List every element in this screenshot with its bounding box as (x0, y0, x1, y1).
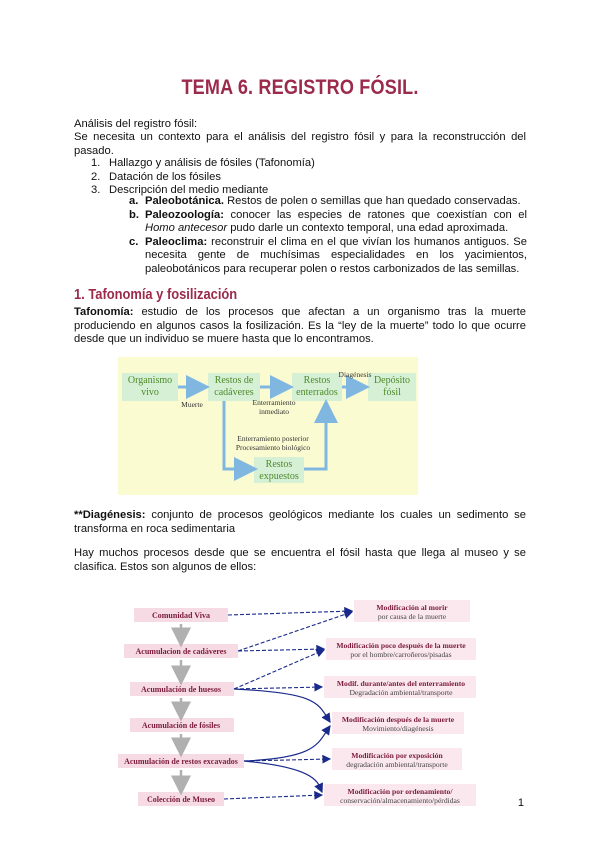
page-number: 1 (517, 797, 524, 809)
page-title: TEMA 6. REGISTRO FÓSIL. (181, 76, 419, 99)
sub-item-a: a. Paleobotánica. Restos de polen o semillas que han quedado conservadas. (129, 195, 521, 207)
svg-text:enterrados: enterrados (296, 387, 338, 398)
list-item: 3. Descripción del medio mediante (91, 184, 269, 197)
arrow-link (244, 726, 330, 761)
arrow-link (224, 795, 322, 799)
label-diagenesis: Diagénesis (338, 370, 372, 379)
right-node-0 (354, 600, 470, 622)
left-node-huesos (130, 682, 234, 696)
list-item: 1. Hallazgo y análisis de fósiles (Tafonomía) (91, 157, 315, 169)
arrow-link (244, 761, 322, 792)
svg-text:inmediato: inmediato (259, 407, 289, 416)
arrow-link (234, 687, 322, 689)
svg-text:Comunidad Viva: Comunidad Viva (151, 611, 211, 620)
intro-label: Análisis del registro fósil: (74, 118, 198, 130)
svg-text:expuestos: expuestos (259, 471, 299, 482)
right-node-3 (332, 712, 464, 734)
diagenesis-paragraph: **Diagénesis: conjunto de procesos geológicos mediante los cuales un sedimento se transforma en roca sedimentaria (74, 509, 526, 535)
svg-text:degradación ambiental/transpor: degradación ambiental/transporte (346, 760, 448, 769)
svg-text:Depósito: Depósito (373, 375, 411, 386)
tafonomia-diagram (118, 357, 418, 495)
svg-text:Degradación ambiental/transpor: Degradación ambiental/transporte (349, 688, 453, 697)
svg-text:Modificación poco después de l: Modificación poco después de la muerte (336, 641, 466, 650)
arrow-link (238, 649, 324, 651)
tafonomia-paragraph: Tafonomía: estudio de los procesos que afectan a un organismo tras la muerte produciendo en algunos casos la fosilización. Es la “ley de la muerte” todo lo que ocurre desde que un individuo se muere hasta que lo encontramos. (74, 306, 526, 346)
svg-text:Modificación por exposición: Modificación por exposición (351, 751, 443, 760)
section-heading: 1. Tafonomía y fosilización (74, 286, 238, 303)
arrow-link (228, 611, 352, 615)
svg-text:Acumulación de huesos: Acumulación de huesos (140, 685, 222, 694)
svg-text:Acumulacion de cadáveres: Acumulacion de cadáveres (135, 647, 227, 656)
svg-text:Procesamiento biológico: Procesamiento biológico (235, 443, 311, 452)
svg-text:por el hombre/carroñeros/pisad: por el hombre/carroñeros/pisadas (350, 650, 452, 659)
right-node-2 (324, 676, 476, 698)
left-node-excavados (118, 754, 244, 768)
svg-text:Acumulación de fósiles: Acumulación de fósiles (141, 721, 221, 730)
svg-text:Modificación por ordenamiento/: Modificación por ordenamiento/ (347, 787, 453, 796)
svg-text:Colección de Museo: Colección de Museo (147, 795, 215, 804)
svg-text:Restos de: Restos de (214, 375, 254, 386)
left-node-cadaveres (124, 644, 238, 658)
label-enterramiento: Enterramiento (252, 398, 296, 407)
svg-text:Modif. durante/antes del enter: Modif. durante/antes del enterramiento (336, 679, 466, 688)
svg-text:Restos: Restos (265, 459, 293, 470)
sub-item-c: c. Paleoclima: reconstruir el clima en el que vivían los humanos antiguos. Se necesita gente de muchísimas especialidades en los yacimientos, paleobotánicos para recuperar polen o restos carbonizados de las semillas. (129, 235, 527, 275)
svg-text:Restos: Restos (303, 375, 331, 386)
sub-list (129, 195, 527, 277)
right-node-1 (326, 638, 476, 660)
intro-text: Se necesita un contexto para el análisis del registro fósil y para la reconstrucción del pasado. (74, 131, 526, 157)
right-node-5 (324, 784, 476, 806)
label-posterior: Enterramiento posterior (237, 434, 309, 443)
svg-text:fósil: fósil (383, 387, 401, 398)
svg-text:Movimiento/diagénesis: Movimiento/diagénesis (362, 724, 434, 733)
label-muerte: Muerte (181, 400, 203, 409)
list-item: 2. Datación de los fósiles (91, 170, 221, 183)
svg-text:cadáveres: cadáveres (214, 387, 254, 398)
right-node-4 (332, 748, 462, 770)
processes-paragraph: Hay muchos procesos desde que se encuentra el fósil hasta que llega al museo y se clasifica. Estos son algunos de ellos: (74, 547, 526, 573)
svg-text:por causa de la muerte: por causa de la muerte (377, 612, 447, 621)
sub-item-b: b. Paleozoología: conocer las especies de ratones que coexistían con el Homo antecesor pudo darle un contexto temporal, una edad aproximada. (129, 208, 527, 235)
svg-text:vivo: vivo (141, 387, 159, 398)
svg-text:Acumulación de restos excavado: Acumulación de restos excavados (124, 757, 238, 766)
left-node-fosiles (130, 718, 234, 732)
box-organismo-label: Organismo (127, 375, 173, 386)
svg-text:Modificación después de la mue: Modificación después de la muerte (341, 715, 455, 724)
processes-diagram (118, 598, 488, 810)
arrow-link (234, 689, 330, 722)
left-node-museo (138, 792, 224, 806)
left-node-comunidad (134, 608, 228, 622)
arrow-link (234, 650, 324, 689)
svg-text:conservación/almacenamiento/pé: conservación/almacenamiento/pérdidas (340, 796, 460, 805)
numbered-list (91, 157, 529, 198)
svg-text:Modificación al morir: Modificación al morir (376, 603, 448, 612)
